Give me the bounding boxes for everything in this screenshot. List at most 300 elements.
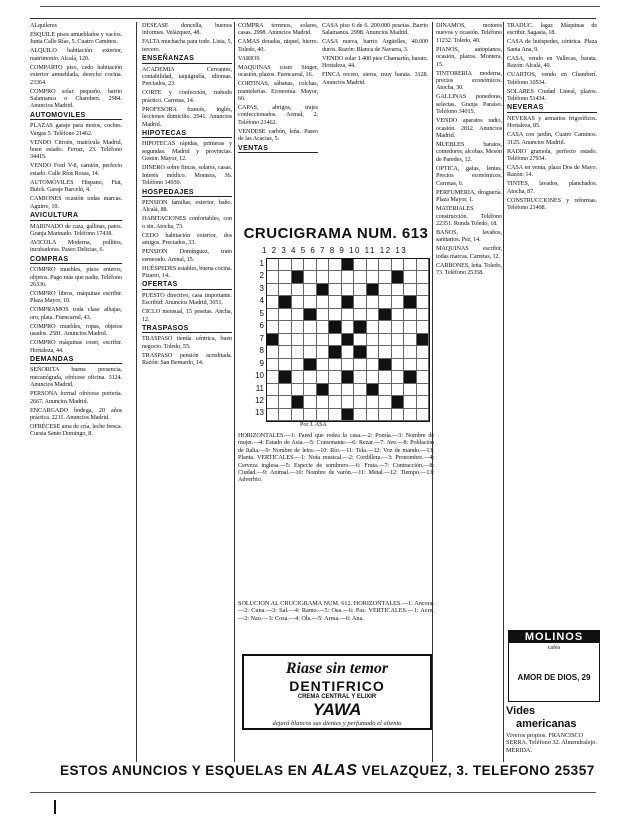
crossword-black-square (342, 334, 354, 346)
classified-ad: PENSION familiar, exterior, baño. Alcalá, 88. (142, 198, 232, 214)
classified-ad: COMPRO muebles, pisos enteros, objetos. Pago más que nadie. Teléfono 26336. (30, 266, 122, 288)
crossword-cell[interactable] (354, 296, 366, 308)
classified-ad: CAMAS doradas, niquel, hierro. Toledo, 40. (238, 38, 318, 53)
crossword-cell[interactable] (304, 296, 316, 308)
classified-ad: TRASPASO tienda céntrica, buen negocio. Toledo, 55. (142, 335, 232, 350)
crossword-cell[interactable] (279, 346, 291, 358)
crossword-cell[interactable] (304, 371, 316, 383)
top-rule (40, 6, 600, 7)
crossword-cell[interactable] (267, 409, 279, 421)
classified-ad: COMPRO máquinas coser, escribir. Hortaleza, 44. (30, 339, 122, 354)
classified-ad: TRASPASO pensión acreditada. Razón: San Bernardo, 14. (142, 351, 232, 367)
crossword-cell[interactable] (417, 346, 429, 358)
classified-ad: MAQUINAS escribir, todas marcas. Carretas, 12. (436, 245, 502, 260)
molinos-address: AMOR DE DIOS, 29 (517, 673, 591, 682)
classified-ad: AVICOLA Moderna, pollitos, incubadoras. Paseo Delicias, 6. (30, 238, 122, 254)
crossword-row-number: 12 (255, 395, 264, 405)
crossword-black-square (317, 284, 329, 296)
classified-column-5 (436, 22, 502, 762)
crossword-cell[interactable] (317, 409, 329, 421)
crossword-cell[interactable] (367, 396, 379, 408)
crossword-cell[interactable] (317, 309, 329, 321)
crossword-cell[interactable] (304, 321, 316, 333)
classified-ad: COMPARTO piso, cedo habitación exterior amueblada, derecho cocina. 23364. (30, 63, 122, 86)
crossword-cell[interactable] (354, 359, 366, 371)
crossword-cell[interactable] (379, 334, 391, 346)
crossword-cell[interactable] (279, 309, 291, 321)
crossword-cell[interactable] (367, 309, 379, 321)
crossword-cell[interactable] (292, 384, 304, 396)
crossword-black-square (392, 271, 404, 283)
crossword-row-number: 1 (259, 259, 264, 268)
crossword-cell[interactable] (404, 284, 416, 296)
classified-ad: HUÉSPEDES estables, buena cocina. Pizarro, 14. (142, 264, 232, 279)
crossword-cell[interactable] (404, 384, 416, 396)
crossword-black-square (304, 309, 316, 321)
crossword-cell[interactable] (292, 309, 304, 321)
footer-banner (60, 762, 595, 780)
crossword-black-square (367, 384, 379, 396)
crossword-cell[interactable] (404, 259, 416, 271)
classified-ad: DESEASE doncella, buenos informes. Velázquez, 48. (142, 22, 232, 37)
classified-ad: HABITACIONES confortables, con o sin. Atocha, 73. (142, 215, 232, 230)
crossword-cell[interactable] (279, 284, 291, 296)
crossword-grid[interactable] (266, 258, 430, 422)
crossword-cell[interactable] (404, 334, 416, 346)
crossword-row-number: 13 (255, 408, 264, 418)
crossword-cell[interactable] (379, 296, 391, 308)
crossword-black-square (279, 371, 291, 383)
crossword-cell[interactable] (329, 296, 341, 308)
section-heading: ENSEÑANZAS (142, 55, 232, 63)
crossword-cell[interactable] (354, 284, 366, 296)
crossword-cell[interactable] (417, 284, 429, 296)
classified-ad: PERSONA formal ofrécese porteria. 2667. Anuncios Madrid. (30, 390, 122, 405)
crossword-black-square (292, 396, 304, 408)
crossword-black-square (342, 259, 354, 271)
crossword-cell[interactable] (329, 384, 341, 396)
crossword-black-square (354, 321, 366, 333)
classified-ad: OFRÉCESE ama de cría, leche fresca. Cuesta Santo Domingo, 8. (30, 423, 122, 438)
section-heading: VENTAS (238, 145, 318, 153)
crossword-cell[interactable] (404, 396, 416, 408)
crossword-cell[interactable] (279, 259, 291, 271)
classified-ad: COMPRO solar pequeño, barrio Salamanca o Chamberí. 2984. Anuncios Madrid. (30, 87, 122, 110)
crossword-cell[interactable] (292, 359, 304, 371)
crossword-cell[interactable] (267, 346, 279, 358)
section-heading: HIPOTECAS (142, 130, 232, 138)
crossword-cell[interactable] (267, 271, 279, 283)
crossword-cell[interactable] (292, 296, 304, 308)
section-heading: DEMANDAS (30, 356, 122, 364)
crossword-cell[interactable] (354, 384, 366, 396)
crossword-black-square (404, 371, 416, 383)
crossword-cell[interactable] (367, 409, 379, 421)
crossword-cell[interactable] (417, 296, 429, 308)
crossword-cell[interactable] (329, 259, 341, 271)
crossword-cell[interactable] (392, 296, 404, 308)
molinos-advert (508, 630, 600, 702)
classified-ad: CAPAS, abrigos, trajes confeccionados. Arenal, 2. Teléfono 21462. (238, 104, 318, 126)
crossword-cell[interactable] (392, 384, 404, 396)
crossword-cell[interactable] (329, 334, 341, 346)
classified-ad: COMPRO libros, máquinas escribir. Plaza Mayor, 10. (30, 289, 122, 305)
crossword-row-number: 11 (255, 383, 264, 393)
crossword-cell[interactable] (342, 346, 354, 358)
classified-ad: SOLARES Ciudad Lineal, plazos. Teléfono 51434. (507, 87, 597, 103)
crossword-row-number: 4 (259, 296, 264, 306)
crossword-cell[interactable] (267, 359, 279, 371)
classified-ad: MARINADO de caza, gallinas, patos. Granja Marinado. Teléfono 17438. (30, 222, 122, 237)
crossword-cell[interactable] (267, 384, 279, 396)
classified-ad: PERFUMERIA, droguería. Plaza Mayor, 1. (436, 188, 502, 204)
crossword-cell[interactable] (404, 346, 416, 358)
crossword-clues-text: HORIZONTALES.—1: Pared que rodea la casa.—2: Poesía.—3: Nombre de mujer.—4: Estado de Asia.—5: Consonante.—6: Rezar.—7: Ave.—8: Población de Italia.—9: Nombre de letra.—10: Río.—11: Tela.—12: Voz de mando.—13: Planta. VERTICALES.—1: Nota musical.—2: Cordillera.—3: Pronombre.—4: Cerveza inglesa.—5: Especie de sombrero.—6: Fruta.—7: Contracción.—8: Ciudad.—9: Animal.—10: Nombre de varón.—11: Metal.—12: Tiempo.—13: Adverbio. (238, 432, 434, 484)
classified-ad: TINTORERIA moderna, precios económicos. Atocha, 30. (436, 69, 502, 92)
classified-ad: CORTE y confección, método práctico. Carretas, 14. (142, 89, 232, 104)
classified-ad: CASA piso 6 de 6. 200.000 pesetas. Barrio Salamanca. 2998. Anuncios Madrid. (322, 22, 428, 37)
classified-ad: DINAMOS, motores nuevos y ocasión. Teléfono 11232. Toledo, 40. (436, 22, 502, 44)
classified-column-6 (507, 22, 597, 622)
column-divider (432, 22, 433, 762)
classified-ad: FALTA muchacha para todo. Lista, 5, tercero. (142, 38, 232, 53)
crossword-cell[interactable] (367, 359, 379, 371)
section-heading: OFERTAS (142, 281, 232, 289)
crossword-cell[interactable] (329, 409, 341, 421)
crossword-cell[interactable] (304, 396, 316, 408)
crossword-cell[interactable] (279, 409, 291, 421)
crossword-row-number: 6 (259, 321, 264, 331)
crossword-cell[interactable] (404, 271, 416, 283)
classified-column-1 (30, 22, 122, 762)
crossword-cell[interactable] (379, 371, 391, 383)
crossword-cell[interactable] (392, 259, 404, 271)
crossword-cell[interactable] (279, 334, 291, 346)
crossword-black-square (404, 296, 416, 308)
classified-ad: VENDESE carbón, leña. Paseo de las Acacias, 5. (238, 127, 318, 143)
classified-ad: ALquileres (30, 22, 57, 29)
crossword-cell[interactable] (267, 259, 279, 271)
classified-ad: CICLO mensual, 15 pesetas. Ancha, 12. (142, 308, 232, 323)
crossword-cell[interactable] (329, 309, 341, 321)
crossword-black-square (292, 271, 304, 283)
classified-ad: VENDO aparatos radio, ocasión. 2812. Anuncios Madrid. (436, 117, 502, 140)
classified-ad: BAÑOS, lavabos, sanitarios. Pez, 14. (436, 228, 502, 244)
crossword-cell[interactable] (392, 334, 404, 346)
crossword-cell[interactable] (379, 271, 391, 283)
crossword-cell[interactable] (292, 284, 304, 296)
crossword-cell[interactable] (304, 271, 316, 283)
crossword-cell[interactable] (417, 384, 429, 396)
crossword-cell[interactable] (279, 359, 291, 371)
classified-ad: AUTOMÓVILES Hispano, Fiat, Buick. Garaje Barceló, 4. (30, 178, 122, 194)
vides-title: Vides (506, 705, 536, 717)
section-heading: COMPRAS (30, 256, 122, 264)
crossword-cell[interactable] (417, 371, 429, 383)
crossword-cell[interactable] (392, 371, 404, 383)
crossword-black-square (342, 409, 354, 421)
crossword-cell[interactable] (354, 259, 366, 271)
crossword-cell[interactable] (367, 271, 379, 283)
column-divider (234, 22, 235, 762)
section-heading: AVICULTURA (30, 212, 122, 220)
crossword-cell[interactable] (279, 396, 291, 408)
bottom-rule (30, 792, 596, 793)
classified-ad: TRADUC. lagar. Máquinas de escribir. Sagasta, 18. (507, 22, 597, 37)
classified-ad: SEÑORITA buena presencia, mecanógrafa, ofrécese oficina. 3124. Anuncios Madrid. (30, 366, 122, 389)
crossword-cell[interactable] (392, 321, 404, 333)
crossword-cell[interactable] (367, 296, 379, 308)
crossword-cell[interactable] (304, 334, 316, 346)
section-heading: NEVERAS (507, 104, 597, 112)
classified-ad: PLAZAS garaje para motos, coches. Vargas 5. Teléfono 21462. (30, 122, 122, 137)
crossword-black-square (354, 346, 366, 358)
classified-ad: CASA en venta, plaza Dos de Mayo. Razón: 14. (507, 164, 597, 179)
molinos-sub: cafés (547, 645, 561, 651)
crossword-cell[interactable] (342, 271, 354, 283)
crossword-row-number: 2 (259, 271, 264, 281)
crossword-cell[interactable] (267, 284, 279, 296)
crossword-cell[interactable] (417, 359, 429, 371)
classified-ad: CUARTOS, vendo en Chamberí. Teléfono 10534. (507, 71, 597, 86)
crossword-cell[interactable] (317, 359, 329, 371)
crossword-cell[interactable] (417, 271, 429, 283)
crossword-cell[interactable] (417, 259, 429, 271)
crossword-cell[interactable] (367, 321, 379, 333)
crossword-cell[interactable] (292, 346, 304, 358)
crossword-cell[interactable] (342, 359, 354, 371)
crossword-cell[interactable] (329, 284, 341, 296)
crossword-cell[interactable] (379, 284, 391, 296)
crossword-cell[interactable] (342, 321, 354, 333)
molinos-title: MOLINOS (509, 631, 599, 643)
margin-mark (54, 800, 56, 814)
dentifrico-advert (242, 654, 432, 730)
classified-ad: ESQUILE pisos amueblados y vacíos. Junta Calle Rías, 5. Cuatro Caminos. (30, 31, 122, 46)
crossword-cell[interactable] (404, 309, 416, 321)
section-heading: TRASPASOS (142, 325, 232, 333)
classified-ad: CASA con jardín, Cuatro Caminos. 3125. Anuncios Madrid. (507, 131, 597, 146)
crossword-cell[interactable] (304, 346, 316, 358)
crossword-row-number: 9 (259, 358, 264, 368)
crossword-cell[interactable] (417, 409, 429, 421)
crossword-cell[interactable] (329, 396, 341, 408)
crossword-cell[interactable] (379, 396, 391, 408)
classified-ad: RADIO gramola, perfecto estado. Teléfono 27934. (507, 147, 597, 163)
crossword-cell[interactable] (404, 321, 416, 333)
crossword-black-square (329, 321, 341, 333)
crossword-cell[interactable] (292, 321, 304, 333)
crossword-cell[interactable] (392, 409, 404, 421)
crossword-cell[interactable] (329, 371, 341, 383)
classified-ad: NEVERAS y armarios frigoríficos. Hortaleza, 85. (507, 114, 597, 130)
crossword-cell[interactable] (342, 284, 354, 296)
crossword-black-square (392, 396, 404, 408)
crossword-row-number: 8 (259, 346, 264, 356)
classified-ad: COMPRAMOS toda clase alhajas, oro, plata. Fuencarral, 43. (30, 306, 122, 321)
advert-product: DENTIFRICO (289, 678, 385, 694)
crossword-cell[interactable] (304, 284, 316, 296)
classified-ad: COMPRO muebles, ropas, objetos usados. 2581. Anuncios Madrid. (30, 322, 122, 338)
crossword-black-square (342, 296, 354, 308)
crossword-black-square (317, 384, 329, 396)
crossword-row-number: 10 (255, 371, 264, 381)
classified-ad: FINCA recreo, sierra, muy barata. 3128. Anuncios Madrid. (322, 71, 428, 86)
crossword-cell[interactable] (317, 296, 329, 308)
crossword-cell[interactable] (354, 271, 366, 283)
classified-ad: CONSTRUCCIONES y reformas. Teléfono 21408. (507, 196, 597, 212)
footer-brand: ALAS (311, 762, 358, 779)
crossword-row-numbers (252, 258, 264, 420)
crossword-cell[interactable] (417, 321, 429, 333)
classified-ad: VENDO Ford V-8, camión, perfecto estado. Calle Ríos Rosas, 14. (30, 162, 122, 177)
crossword-cell[interactable] (279, 384, 291, 396)
classified-ad: PUESTO directivo, casa importante. Escribid: Anuncios Madrid, 3051. (142, 291, 232, 307)
classified-ad: HIPOTECAS rápidas, primeras y segundas. Madrid y provincias. Gestor. Mayor, 12. (142, 140, 232, 163)
classified-ad: CARBONES, leña. Toledo, 73. Teléfono 25358. (436, 261, 502, 277)
column-divider (136, 22, 137, 762)
crossword-cell[interactable] (329, 359, 341, 371)
crossword-solution: SOLUCION AL CRUCIGRAMA NUM. 612. HORIZONTALES.—1: Ancora.—2: Cuna.—3: Sal.—4: Ramo.—5: Osa.—6: Paz. VERTICALES.—1: Acre.—2: Nao.—3: Cosa.—4: Ola.—5: Arma.—6: Ana. (238, 600, 434, 622)
crossword-cell[interactable] (392, 309, 404, 321)
crossword-cell[interactable] (367, 259, 379, 271)
crossword-clues (238, 432, 434, 598)
crossword-cell[interactable] (317, 271, 329, 283)
crossword-cell[interactable] (329, 271, 341, 283)
crossword-row-number: 3 (259, 283, 264, 293)
classified-ad: ACADEMIA Cervantes, contabilidad, taquigrafía, idiomas. Preciados, 23. (142, 65, 232, 88)
classified-ad: MATERIALES construcción. Teléfono 22351. Ronda Toledo, 18. (436, 205, 502, 227)
crossword-black-square (417, 334, 429, 346)
crossword-cell[interactable] (354, 409, 366, 421)
crossword-cell[interactable] (392, 346, 404, 358)
crossword-black-square (279, 296, 291, 308)
classified-ad: VARIOS (238, 54, 260, 62)
crossword-cell[interactable] (304, 259, 316, 271)
classified-ad: TINTES, lavados, planchados. Atocha, 87. (507, 180, 597, 195)
crossword-row-number: 5 (259, 308, 264, 318)
classified-column-3 (238, 22, 318, 222)
crossword-cell[interactable] (342, 309, 354, 321)
crossword-black-square (267, 334, 279, 346)
crossword-cell[interactable] (304, 384, 316, 396)
crossword-cell[interactable] (354, 334, 366, 346)
classified-ad: CEDO habitación exterior, dos amigos. Preciados, 33. (142, 231, 232, 247)
crossword-cell[interactable] (279, 271, 291, 283)
section-heading: HOSPEDAJES (142, 189, 232, 197)
crossword-cell[interactable] (317, 321, 329, 333)
classified-ad: MAQUINAS coser Singer, ocasión, plazos. Fuencarral, 16. (238, 63, 318, 79)
classified-column-4 (322, 22, 428, 222)
crossword-caption: Por J. ASA (300, 422, 327, 428)
crossword-cell[interactable] (379, 384, 391, 396)
classified-ad: PENSION Domínguez, trato esmerado. Arenal, 15. (142, 248, 232, 263)
crossword-cell[interactable] (317, 396, 329, 408)
classified-ad: OPTICA, gafas, lentes. Precios económicos. Carretas, 6. (436, 164, 502, 187)
crossword-cell[interactable] (292, 334, 304, 346)
classified-ad: MUEBLES baratos, comedores, alcobas. Mesón de Paredes, 12. (436, 141, 502, 163)
crossword-column-numbers: 1 2 3 4 5 6 7 8 9 10 11 12 13 (262, 246, 408, 255)
crossword-cell[interactable] (392, 284, 404, 296)
classified-ad: PIANOS, autopianos, ocasión, plazos. Montera, 15. (436, 45, 502, 68)
classified-ad: CORTINAS, sábanas, colchas, mantelerías. Economía. Mayor, 66. (238, 80, 318, 103)
crossword-cell[interactable] (404, 359, 416, 371)
crossword-cell[interactable] (354, 309, 366, 321)
crossword-cell[interactable] (379, 346, 391, 358)
crossword-cell[interactable] (367, 371, 379, 383)
classified-ad: VENDO solar 1.400 pies Chamartín, barato. Hortaleza, 44. (322, 54, 428, 70)
crossword-cell[interactable] (354, 371, 366, 383)
crossword-cell[interactable] (354, 396, 366, 408)
crossword-cell[interactable] (267, 309, 279, 321)
crossword-cell[interactable] (317, 334, 329, 346)
classified-ad: GALLINAS ponedoras, selectas. Granja Paraíso. Teléfono 34015. (436, 93, 502, 116)
crossword-cell[interactable] (292, 409, 304, 421)
crossword-black-square (379, 359, 391, 371)
header-rule (30, 18, 596, 19)
crossword-cell[interactable] (367, 334, 379, 346)
crossword-black-square (304, 359, 316, 371)
crossword-cell[interactable] (379, 259, 391, 271)
crossword-cell[interactable] (292, 259, 304, 271)
crossword-cell[interactable] (317, 371, 329, 383)
crossword-cell[interactable] (292, 371, 304, 383)
classified-ad: CASA nueva, barrio Argüelles, 40.000 duros. Razón: Blanca de Navarra, 3. (322, 38, 428, 53)
crossword-black-square (342, 371, 354, 383)
classified-ad: ENCARGADO bodega, 20 años práctica. 2211. Anuncios Madrid. (30, 406, 122, 421)
vides-text: Viveros propios. FRANCISCO SERRA. Teléfono 32. Almendralejo. MÉRIDA. (506, 732, 597, 754)
crossword-cell[interactable] (279, 321, 291, 333)
crossword-cell[interactable] (267, 296, 279, 308)
crossword-cell[interactable] (379, 409, 391, 421)
crossword-black-square (367, 284, 379, 296)
classified-ad: ALQUILO habitación exterior, matrimonio. Alcalá, 120. (30, 47, 122, 62)
crossword-cell[interactable] (317, 346, 329, 358)
crossword-cell[interactable] (379, 321, 391, 333)
crossword-cell[interactable] (417, 309, 429, 321)
column-divider (503, 22, 504, 762)
crossword-cell[interactable] (267, 396, 279, 408)
crossword-cell[interactable] (404, 409, 416, 421)
advert-variants: CREMA CENTRAL Y ELIXIR (297, 694, 377, 700)
classified-ad: VENDO Citroën, matrícula Madrid, buen estado. Ferraz, 23. Teléfono 34415. (30, 138, 122, 161)
vides-subtitle: americanas (516, 718, 577, 730)
advert-slogan: Riase sin temor (285, 660, 389, 677)
crossword-row-number: 7 (259, 333, 264, 343)
advert-tagline: dejará blancos sus dientes y perfumado el aliento (272, 720, 402, 727)
section-heading: AUTOMOVILES (30, 112, 122, 120)
crossword-cell[interactable] (267, 321, 279, 333)
advert-brand: YAWA (312, 700, 362, 719)
crossword-cell[interactable] (342, 396, 354, 408)
crossword-cell[interactable] (417, 396, 429, 408)
crossword-cell[interactable] (317, 259, 329, 271)
crossword-black-square (329, 346, 341, 358)
crossword-title: CRUCIGRAMA NUM. 613 (243, 225, 429, 242)
classified-column-2 (142, 22, 232, 762)
crossword-cell[interactable] (304, 409, 316, 421)
classified-ad: DINERO sobre fincas, solares, casas. Interés módico. Montera, 36. Teléfono 14930. (142, 164, 232, 187)
footer-suffix: VELAZQUEZ, 3. TELEFONO 25357 (361, 763, 595, 778)
crossword-cell[interactable] (367, 346, 379, 358)
crossword-cell[interactable] (267, 371, 279, 383)
classified-ad: CASA de huéspedes, céntrica. Plaza Santa Ana, 9. (507, 38, 597, 53)
classified-ad: CASA, vendo en Vallecas, barata. Razón: Alcalá, 40. (507, 54, 597, 70)
crossword-black-square (379, 309, 391, 321)
crossword-cell[interactable] (392, 359, 404, 371)
classified-ad: PROFESORA francés, inglés, lecciones domicilio. 2941. Anuncios Madrid. (142, 105, 232, 128)
crossword-cell[interactable] (342, 384, 354, 396)
